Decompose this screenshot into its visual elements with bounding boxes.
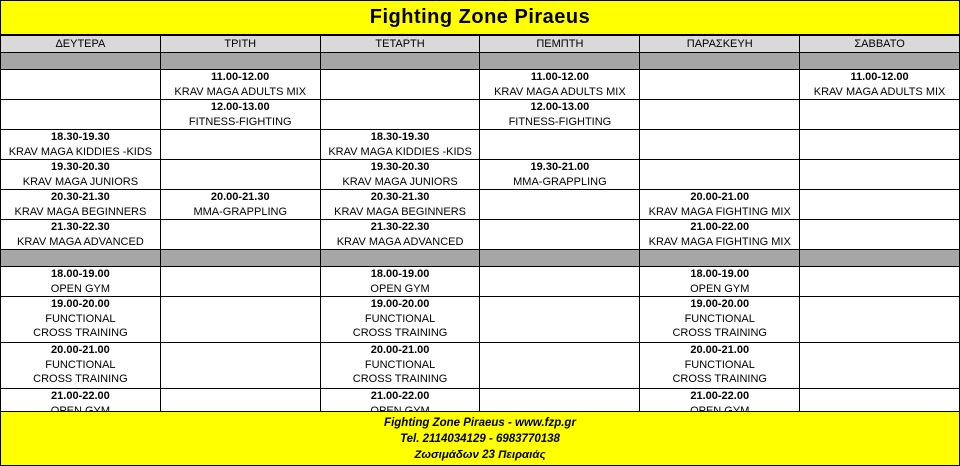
schedule-row [1, 267, 960, 297]
class-name: FUNCTIONAL [364, 358, 436, 371]
empty-cell [800, 297, 960, 343]
separator-cell [1, 250, 161, 267]
empty-cell [480, 267, 640, 297]
class-name: OPEN GYM [50, 282, 111, 295]
footer-banner [0, 411, 960, 466]
class-time: 19.30-20.30 [51, 161, 110, 173]
class-time: 18.30-19.30 [51, 131, 110, 143]
day-header: ΔΕΥΤΕΡΑ [1, 36, 161, 53]
class-cell [640, 297, 800, 343]
empty-cell [160, 267, 320, 297]
class-time: 19.00-20.00 [690, 298, 750, 310]
class-cell [160, 190, 320, 220]
separator-cell [480, 53, 640, 70]
class-time: 19.30-21.00 [530, 161, 590, 173]
empty-cell [480, 190, 640, 220]
class-name: KRAV MAGA ADULTS MIX [494, 85, 626, 98]
title-banner [0, 0, 960, 35]
class-time: 21.00-22.00 [690, 390, 750, 402]
class-name: KRAV MAGA KIDDIES -KIDS [328, 145, 472, 158]
class-time: 19.00-20.00 [370, 298, 430, 310]
class-cell [160, 100, 320, 130]
class-name: OPEN GYM [370, 282, 430, 295]
schedule-row [1, 130, 960, 160]
class-cell [1, 297, 161, 343]
class-cell [640, 220, 800, 250]
class-time: 20.00-21.00 [690, 344, 750, 356]
class-time: 11.00-12.00 [850, 71, 909, 83]
class-name: KRAV MAGA JUNIORS [342, 175, 458, 188]
empty-cell [800, 267, 960, 297]
class-time: 18.00-19.00 [51, 268, 110, 280]
class-cell [320, 130, 480, 160]
day-header: ΤΡΙΤΗ [160, 36, 320, 53]
class-cell [320, 297, 480, 343]
class-name: KRAV MAGA BEGINNERS [334, 205, 466, 218]
empty-cell [160, 130, 320, 160]
class-name: KRAV MAGA BEGINNERS [14, 205, 147, 218]
empty-cell [1, 70, 161, 100]
class-time: 21.00-22.00 [51, 390, 110, 402]
separator-cell [800, 250, 960, 267]
empty-cell [480, 297, 640, 343]
empty-cell [800, 130, 960, 160]
empty-cell [640, 70, 800, 100]
empty-cell [800, 343, 960, 389]
separator-cell [1, 53, 161, 70]
empty-cell [640, 100, 800, 130]
class-time: 19.00-20.00 [51, 298, 110, 310]
day-header: ΠΕΜΠΤΗ [480, 36, 640, 53]
class-cell [1, 130, 161, 160]
class-time: 20.30-21.30 [370, 191, 430, 203]
class-cell [480, 160, 640, 190]
footer-address: Ζωσιμάδων 23 Πειραιάς [414, 448, 546, 461]
class-name: MMA-GRAPPLING [513, 175, 607, 188]
schedule-row [1, 297, 960, 343]
class-time: 18.00-19.00 [370, 268, 430, 280]
class-name: KRAV MAGA KIDDIES -KIDS [8, 145, 153, 158]
class-time: 19.30-20.30 [370, 161, 430, 173]
class-name: KRAV MAGA ADVANCED [336, 235, 464, 248]
class-name: FUNCTIONAL [364, 312, 436, 325]
class-cell [320, 267, 480, 297]
separator-cell [320, 250, 480, 267]
class-time: 11.00-12.00 [530, 71, 589, 83]
class-cell [1, 160, 161, 190]
class-cell [320, 190, 480, 220]
empty-cell [480, 130, 640, 160]
class-name: KRAV MAGA ADVANCED [17, 235, 144, 248]
class-name: FUNCTIONAL [45, 358, 116, 371]
class-cell [640, 267, 800, 297]
empty-cell [800, 160, 960, 190]
class-time: 21.00-22.00 [370, 390, 430, 402]
separator-cell [160, 250, 320, 267]
empty-cell [1, 100, 161, 130]
schedule-row [1, 70, 960, 100]
class-cell [1, 343, 161, 389]
class-time: 21.00-22.00 [690, 221, 750, 233]
class-time: 12.00-13.00 [530, 101, 590, 113]
class-cell [1, 267, 161, 297]
footer-phone: Tel. 2114034129 - 6983770138 [400, 432, 560, 445]
empty-cell [800, 220, 960, 250]
separator-cell [800, 53, 960, 70]
schedule-row [1, 343, 960, 389]
footer-website: Fighting Zone Piraeus - www.fzp.gr [384, 416, 576, 429]
day-header: ΠΑΡΑΣΚΕΥΗ [640, 36, 800, 53]
class-time: 21.30-22.30 [370, 221, 430, 233]
class-cell [320, 220, 480, 250]
class-name: KRAV MAGA FIGHTING MIX [648, 205, 791, 218]
class-name: FUNCTIONAL [684, 358, 755, 371]
class-cell [480, 100, 640, 130]
class-time: 11.00-12.00 [211, 71, 270, 83]
class-time: 18.30-19.30 [370, 131, 430, 143]
class-name: OPEN GYM [690, 282, 750, 295]
empty-cell [480, 220, 640, 250]
empty-cell [640, 130, 800, 160]
class-time: 20.00-21.00 [690, 191, 750, 203]
schedule-table [0, 35, 960, 419]
empty-cell [800, 100, 960, 130]
class-time: 20.00-21.00 [51, 344, 110, 356]
day-header: ΣΑΒΒΑΤΟ [800, 36, 960, 53]
empty-cell [480, 343, 640, 389]
class-name: CROSS TRAINING [672, 327, 767, 339]
class-time: 18.00-19.00 [690, 268, 750, 280]
class-cell [1, 190, 161, 220]
separator-cell [640, 250, 800, 267]
separator-cell [480, 250, 640, 267]
empty-cell [160, 220, 320, 250]
separator-cell [160, 53, 320, 70]
class-cell [1, 220, 161, 250]
class-time: 20.00-21.00 [370, 344, 430, 356]
class-cell [480, 70, 640, 100]
class-cell [160, 70, 320, 100]
page-title: Fighting Zone Piraeus [369, 6, 591, 28]
schedule-row [1, 190, 960, 220]
class-name: CROSS TRAINING [352, 373, 448, 385]
class-name: FUNCTIONAL [684, 312, 755, 325]
class-name: CROSS TRAINING [672, 373, 767, 385]
schedule-row [1, 220, 960, 250]
empty-cell [320, 100, 480, 130]
class-name: KRAV MAGA ADULTS MIX [174, 85, 307, 98]
class-name: FITNESS-FIGHTING [188, 115, 292, 128]
class-cell [320, 160, 480, 190]
section-separator [1, 250, 960, 267]
class-name: CROSS TRAINING [352, 327, 448, 339]
class-cell [640, 343, 800, 389]
class-time: 20.00-21.30 [210, 191, 270, 203]
class-name: KRAV MAGA ADULTS MIX [813, 85, 946, 98]
class-time: 20.30-21.30 [51, 191, 110, 203]
empty-cell [160, 343, 320, 389]
class-name: FITNESS-FIGHTING [508, 115, 612, 128]
class-time: 21.30-22.30 [51, 221, 110, 233]
class-cell [640, 190, 800, 220]
schedule-row [1, 100, 960, 130]
class-name: KRAV MAGA JUNIORS [22, 175, 139, 188]
class-name: FUNCTIONAL [45, 312, 116, 325]
empty-cell [640, 160, 800, 190]
class-cell [800, 70, 960, 100]
class-time: 12.00-13.00 [210, 101, 270, 113]
separator-cell [320, 53, 480, 70]
day-header-row [1, 36, 960, 53]
empty-cell [320, 70, 480, 100]
section-separator [1, 53, 960, 70]
class-name: KRAV MAGA FIGHTING MIX [648, 235, 791, 248]
separator-cell [640, 53, 800, 70]
class-name: CROSS TRAINING [33, 327, 128, 339]
class-name: CROSS TRAINING [33, 373, 128, 385]
empty-cell [160, 160, 320, 190]
day-header: ΤΕΤΑΡΤΗ [320, 36, 480, 53]
empty-cell [800, 190, 960, 220]
empty-cell [160, 297, 320, 343]
class-cell [320, 343, 480, 389]
class-name: MMA-GRAPPLING [193, 205, 287, 218]
schedule-row [1, 160, 960, 190]
